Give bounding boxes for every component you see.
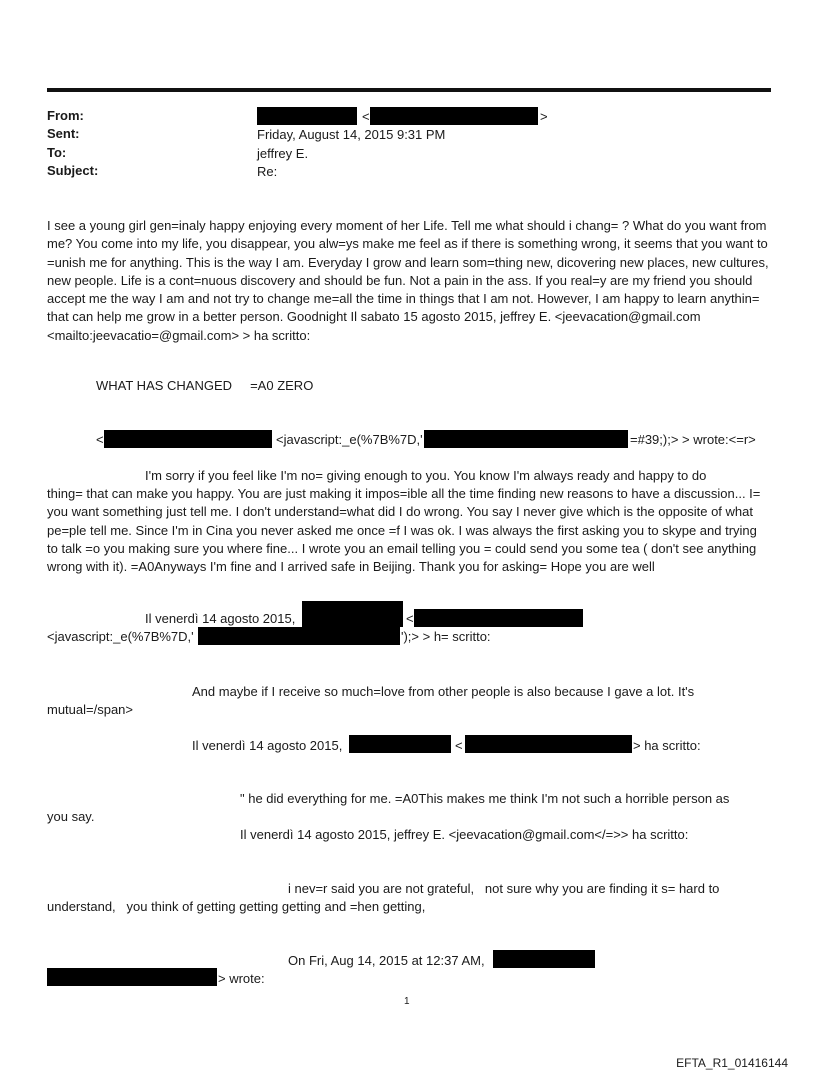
venerdi-2-end: > ha scritto: xyxy=(633,738,701,753)
venerdi-3: Il venerdì 14 agosto 2015, jeffrey E. <jeevacation@gmail.com</=>> ha scritto: xyxy=(240,827,689,842)
redaction-venerdi-2-name xyxy=(349,735,451,753)
wrote-line: > wrote: xyxy=(218,971,265,986)
redaction-onfri-name xyxy=(493,950,595,968)
from-label: From: xyxy=(47,108,84,123)
redaction-venerdi-1-js xyxy=(198,627,400,645)
on-fri-line: On Fri, Aug 14, 2015 at 12:37 AM, xyxy=(288,953,485,968)
subject-label: Subject: xyxy=(47,163,99,178)
venerdi-1-js: <javascript:_e(%7B%7D,' xyxy=(47,629,194,644)
venerdi-1-prefix: Il venerdì 14 agosto 2015, xyxy=(145,611,296,626)
footer-document-id: EFTA_R1_01416144 xyxy=(676,1056,788,1070)
grateful-rest: understand, you think of getting getting getting and =hen getting, xyxy=(47,899,426,914)
horrible-rest: you say. xyxy=(47,809,95,824)
from-lt: < xyxy=(362,109,370,124)
redaction-onfri-email xyxy=(47,968,217,986)
redaction-js-email xyxy=(424,430,628,448)
to-value: jeffrey E. xyxy=(257,146,309,161)
page-number: 1 xyxy=(404,996,410,1007)
from-gt: > xyxy=(540,109,548,124)
js-line-end: =#39;);> > wrote:<=r> xyxy=(630,432,756,447)
what-changed-line: WHAT HAS CHANGED =A0 ZERO xyxy=(96,378,314,393)
venerdi-1-lt: < xyxy=(406,611,414,626)
header-rule xyxy=(47,88,771,92)
js-line-lt: < xyxy=(96,432,104,447)
redaction-from-email xyxy=(370,107,538,125)
redaction-venerdi-2-email xyxy=(465,735,632,753)
mutual-rest: mutual=/span> xyxy=(47,702,134,717)
body-paragraph-2-first: I'm sorry if you feel like I'm no= giving enough to you. You know I'm always ready and happy to do xyxy=(145,468,707,483)
grateful-first: i nev=r said you are not grateful, not sure why you are finding it s= hard to xyxy=(288,881,720,896)
venerdi-2-lt: < xyxy=(455,738,463,753)
redaction-from-name xyxy=(257,107,357,125)
body-paragraph-1: I see a young girl gen=inaly happy enjoying every moment of her Life. Tell me what should i chang= ? What do you want from me? You come into my life, you disappear, you alw=ys make me feel as if there is something wrong, it seems that you want to =unish me for anything. This is the way I am. Everyday I grow and learn som=thing new, dicovering new places, new cultures, new people. Life is a cont=nuous discovery and should be fun. Not a pain in the ass. If you real=y are my friend you should accept me the way I am and not try to change me=all the time in things that I am not. However, I am happy to learn anythin= that can help me grow in a better person. Goodnight Il sabato 15 agosto 2015, jeffrey E. <jeevacation@gmail.com <mailto:jeevacatio=@gmail.com> > ha scritto: xyxy=(47,218,769,343)
to-label: To: xyxy=(47,145,67,160)
venerdi-2-prefix: Il venerdì 14 agosto 2015, xyxy=(192,738,343,753)
subject-value: Re: xyxy=(257,164,278,179)
redaction-venerdi-1-name xyxy=(302,601,403,627)
redaction-venerdi-1-email xyxy=(414,609,583,627)
js-line-js: <javascript:_e(%7B%7D,' xyxy=(276,432,423,447)
mutual-first: And maybe if I receive so much=love from other people is also because I gave a lot. It's xyxy=(192,684,695,699)
horrible-first: " he did everything for me. =A0This makes me think I'm not such a horrible person as xyxy=(240,791,730,806)
venerdi-1-end: ');> > h= scritto: xyxy=(401,629,491,644)
redaction-js-name xyxy=(104,430,272,448)
sent-label: Sent: xyxy=(47,126,80,141)
body-paragraph-2: thing= that can make you happy. You are just making it impos=ible all the time finding new reasons to have a discussion... I= you want something just tell me. I don't understand=what did I do wrong. You say I never give which is the opposite of what pe=ple tell me. Since I'm in Cina you never asked me once =f I was ok. I was always the first asking you to skype and trying to talk =o you making sure you where fine... I wrote you an email telling you = could send you some tea ( don't see anything wrong with it). =A0Anyways I'm fine and I arrived safe in Beijing. Thank you for asking= Hope you are well xyxy=(47,486,761,575)
sent-value: Friday, August 14, 2015 9:31 PM xyxy=(257,127,446,142)
